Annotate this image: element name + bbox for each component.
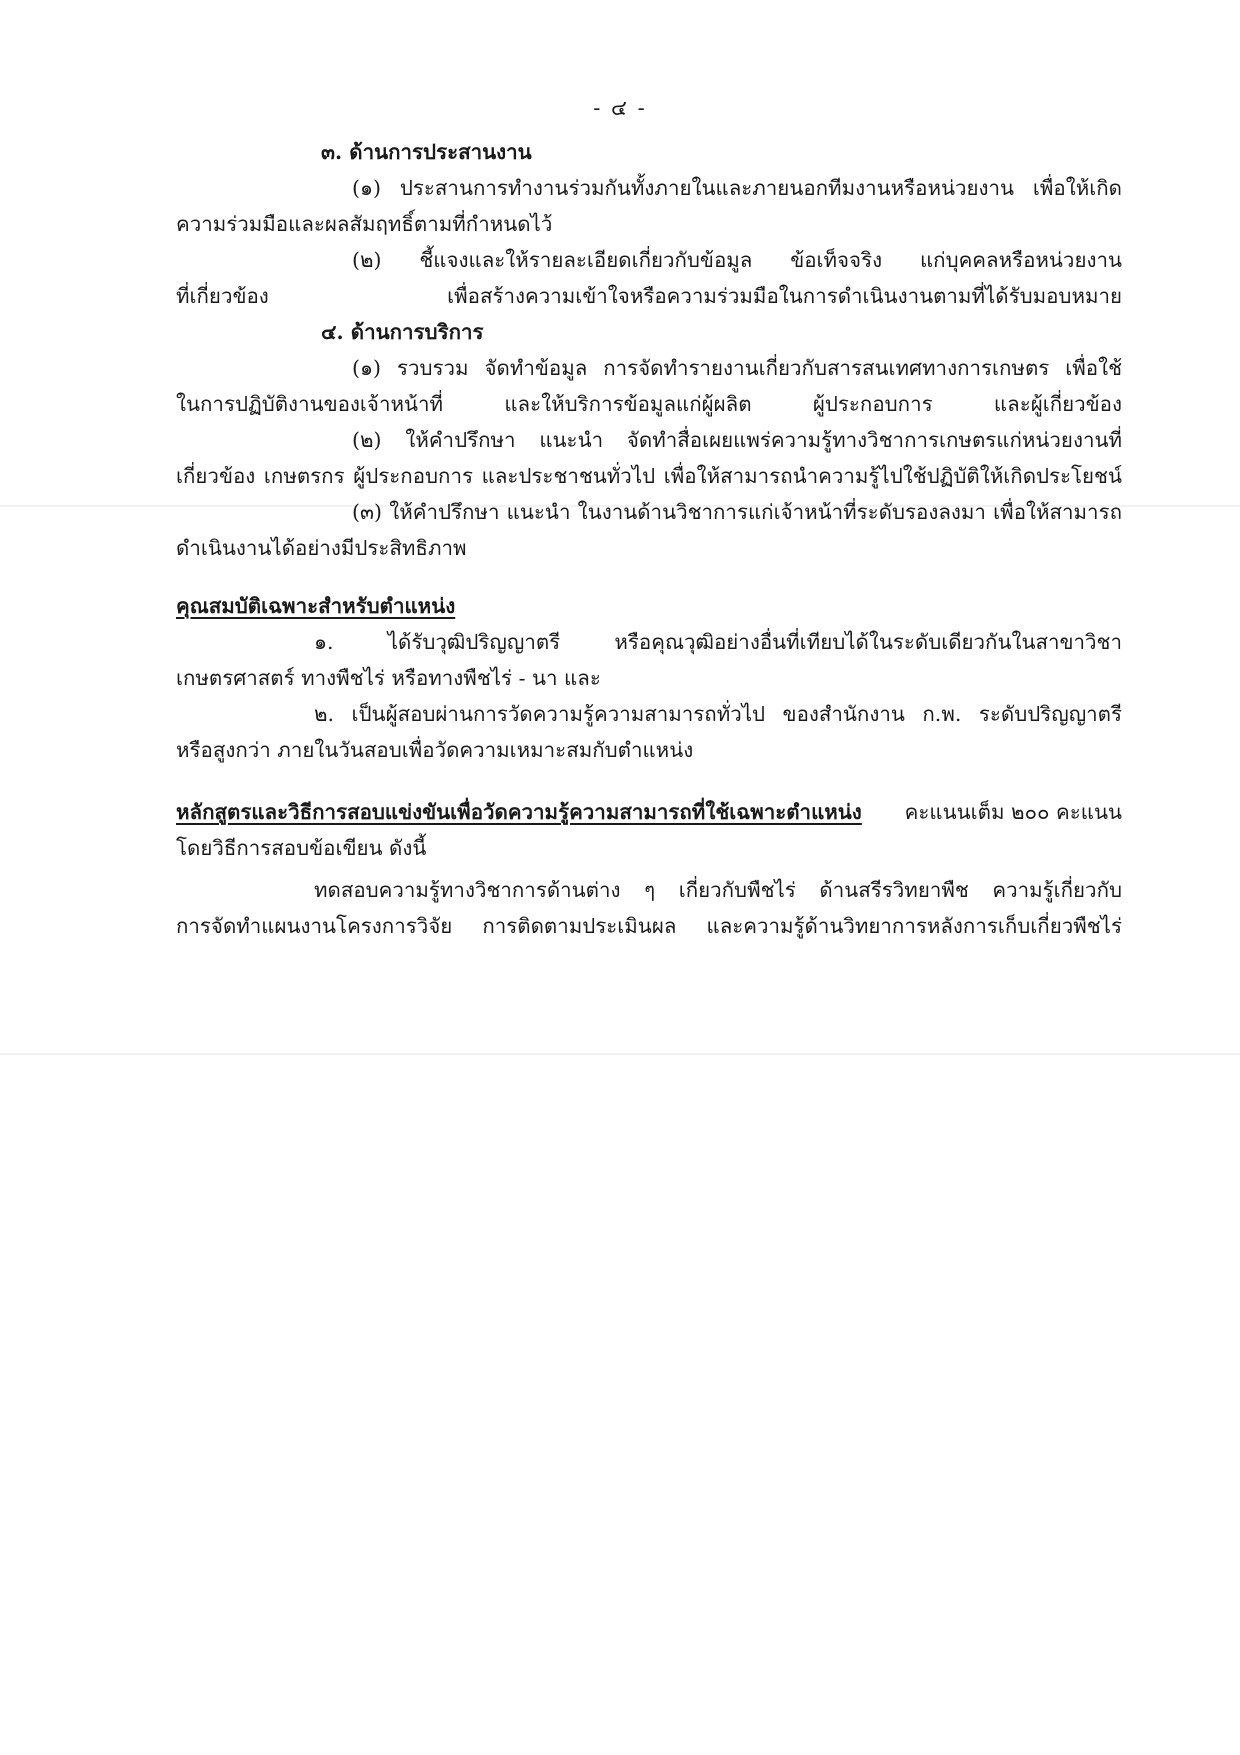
- section-4-item-1-line-2: ในการปฏิบัติงานของเจ้าหน้าที่ และให้บริการข้อมูลแก่ผู้ผลิต ผู้ประกอบการ และผู้เกี่ยวข้อง: [176, 392, 1122, 416]
- qualifications-item-2-line-2: หรือสูงกว่า ภายในวันสอบเพื่อวัดความเหมาะสมกับตำแหน่ง: [176, 738, 694, 762]
- exam-description-line-1: ทดสอบความรู้ทางวิชาการด้านต่าง ๆ เกี่ยวกับพืชไร่ ด้านสรีรวิทยาพืช ความรู้เกี่ยวกับ: [314, 878, 1122, 902]
- qualifications-item-1-line-1: ๑. ได้รับวุฒิปริญญาตรี หรือคุณวุฒิอย่างอื่นที่เทียบได้ในระดับเดียวกันในสาขาวิชา: [314, 630, 1122, 654]
- section-3-item-2-line-2: ที่เกี่ยวข้อง เพื่อสร้างความเข้าใจหรือความร่วมมือในการดำเนินงานตามที่ได้รับมอบหมาย: [176, 284, 1122, 308]
- scan-artifact: [0, 1053, 1240, 1055]
- section-4-item-3-line-1: (๓) ให้คำปรึกษา แนะนำ ในงานด้านวิชาการแก่เจ้าหน้าที่ระดับรองลงมา เพื่อให้สามารถ: [352, 500, 1122, 524]
- section-4-item-2-line-1: (๒) ให้คำปรึกษา แนะนำ จัดทำสื่อเผยแพร่ความรู้ทางวิชาการเกษตรแก่หน่วยงานที่: [352, 428, 1122, 452]
- qualifications-heading: คุณสมบัติเฉพาะสำหรับตำแหน่ง: [176, 594, 456, 618]
- section-4-item-1-line-1: (๑) รวบรวม จัดทำข้อมูล การจัดทำรายงานเกี่ยวกับสารสนเทศทางการเกษตร เพื่อใช้: [352, 356, 1122, 380]
- section-3-item-2-line-1: (๒) ชี้แจงและให้รายละเอียดเกี่ยวกับข้อมูล ข้อเท็จจริง แก่บุคคลหรือหน่วยงาน: [352, 248, 1122, 272]
- section-4-item-3-line-2: ดำเนินงานได้อย่างมีประสิทธิภาพ: [176, 536, 467, 560]
- exam-heading: หลักสูตรและวิธีการสอบแข่งขันเพื่อวัดความรู้ความสามารถที่ใช้เฉพาะตำแหน่ง: [176, 800, 862, 824]
- exam-score: คะแนนเต็ม ๒๐๐ คะแนน: [904, 800, 1122, 824]
- section-3-item-1-line-2: ความร่วมมือและผลสัมฤทธิ์ตามที่กำหนดไว้: [176, 212, 553, 236]
- exam-description-line-2: การจัดทำแผนงานโครงการวิจัย การติดตามประเมินผล และความรู้ด้านวิทยาการหลังการเก็บเกี่ยวพืชไร่: [176, 914, 1122, 938]
- section-4-heading: ๔. ด้านการบริการ: [321, 320, 484, 344]
- section-3-heading: ๓. ด้านการประสานงาน: [321, 140, 532, 164]
- exam-method: โดยวิธีการสอบข้อเขียน ดังนี้: [176, 836, 427, 860]
- section-3-item-1-line-1: (๑) ประสานการทำงานร่วมกันทั้งภายในและภายนอกทีมงานหรือหน่วยงาน เพื่อให้เกิด: [352, 176, 1122, 200]
- qualifications-item-1-line-2: เกษตรศาสตร์ ทางพืชไร่ หรือทางพืชไร่ - นา และ: [176, 666, 601, 690]
- page-number: - ๔ -: [593, 96, 647, 120]
- qualifications-item-2-line-1: ๒. เป็นผู้สอบผ่านการวัดความรู้ความสามารถทั่วไป ของสำนักงาน ก.พ. ระดับปริญญาตรี: [314, 702, 1122, 726]
- document-body: [176, 134, 1122, 944]
- exam-heading-line: [176, 794, 1122, 830]
- section-4-item-2-line-2: เกี่ยวข้อง เกษตรกร ผู้ประกอบการ และประชาชนทั่วไป เพื่อให้สามารถนำความรู้ไปใช้ปฏิบัติให้เกิดประโยชน์: [176, 464, 1122, 488]
